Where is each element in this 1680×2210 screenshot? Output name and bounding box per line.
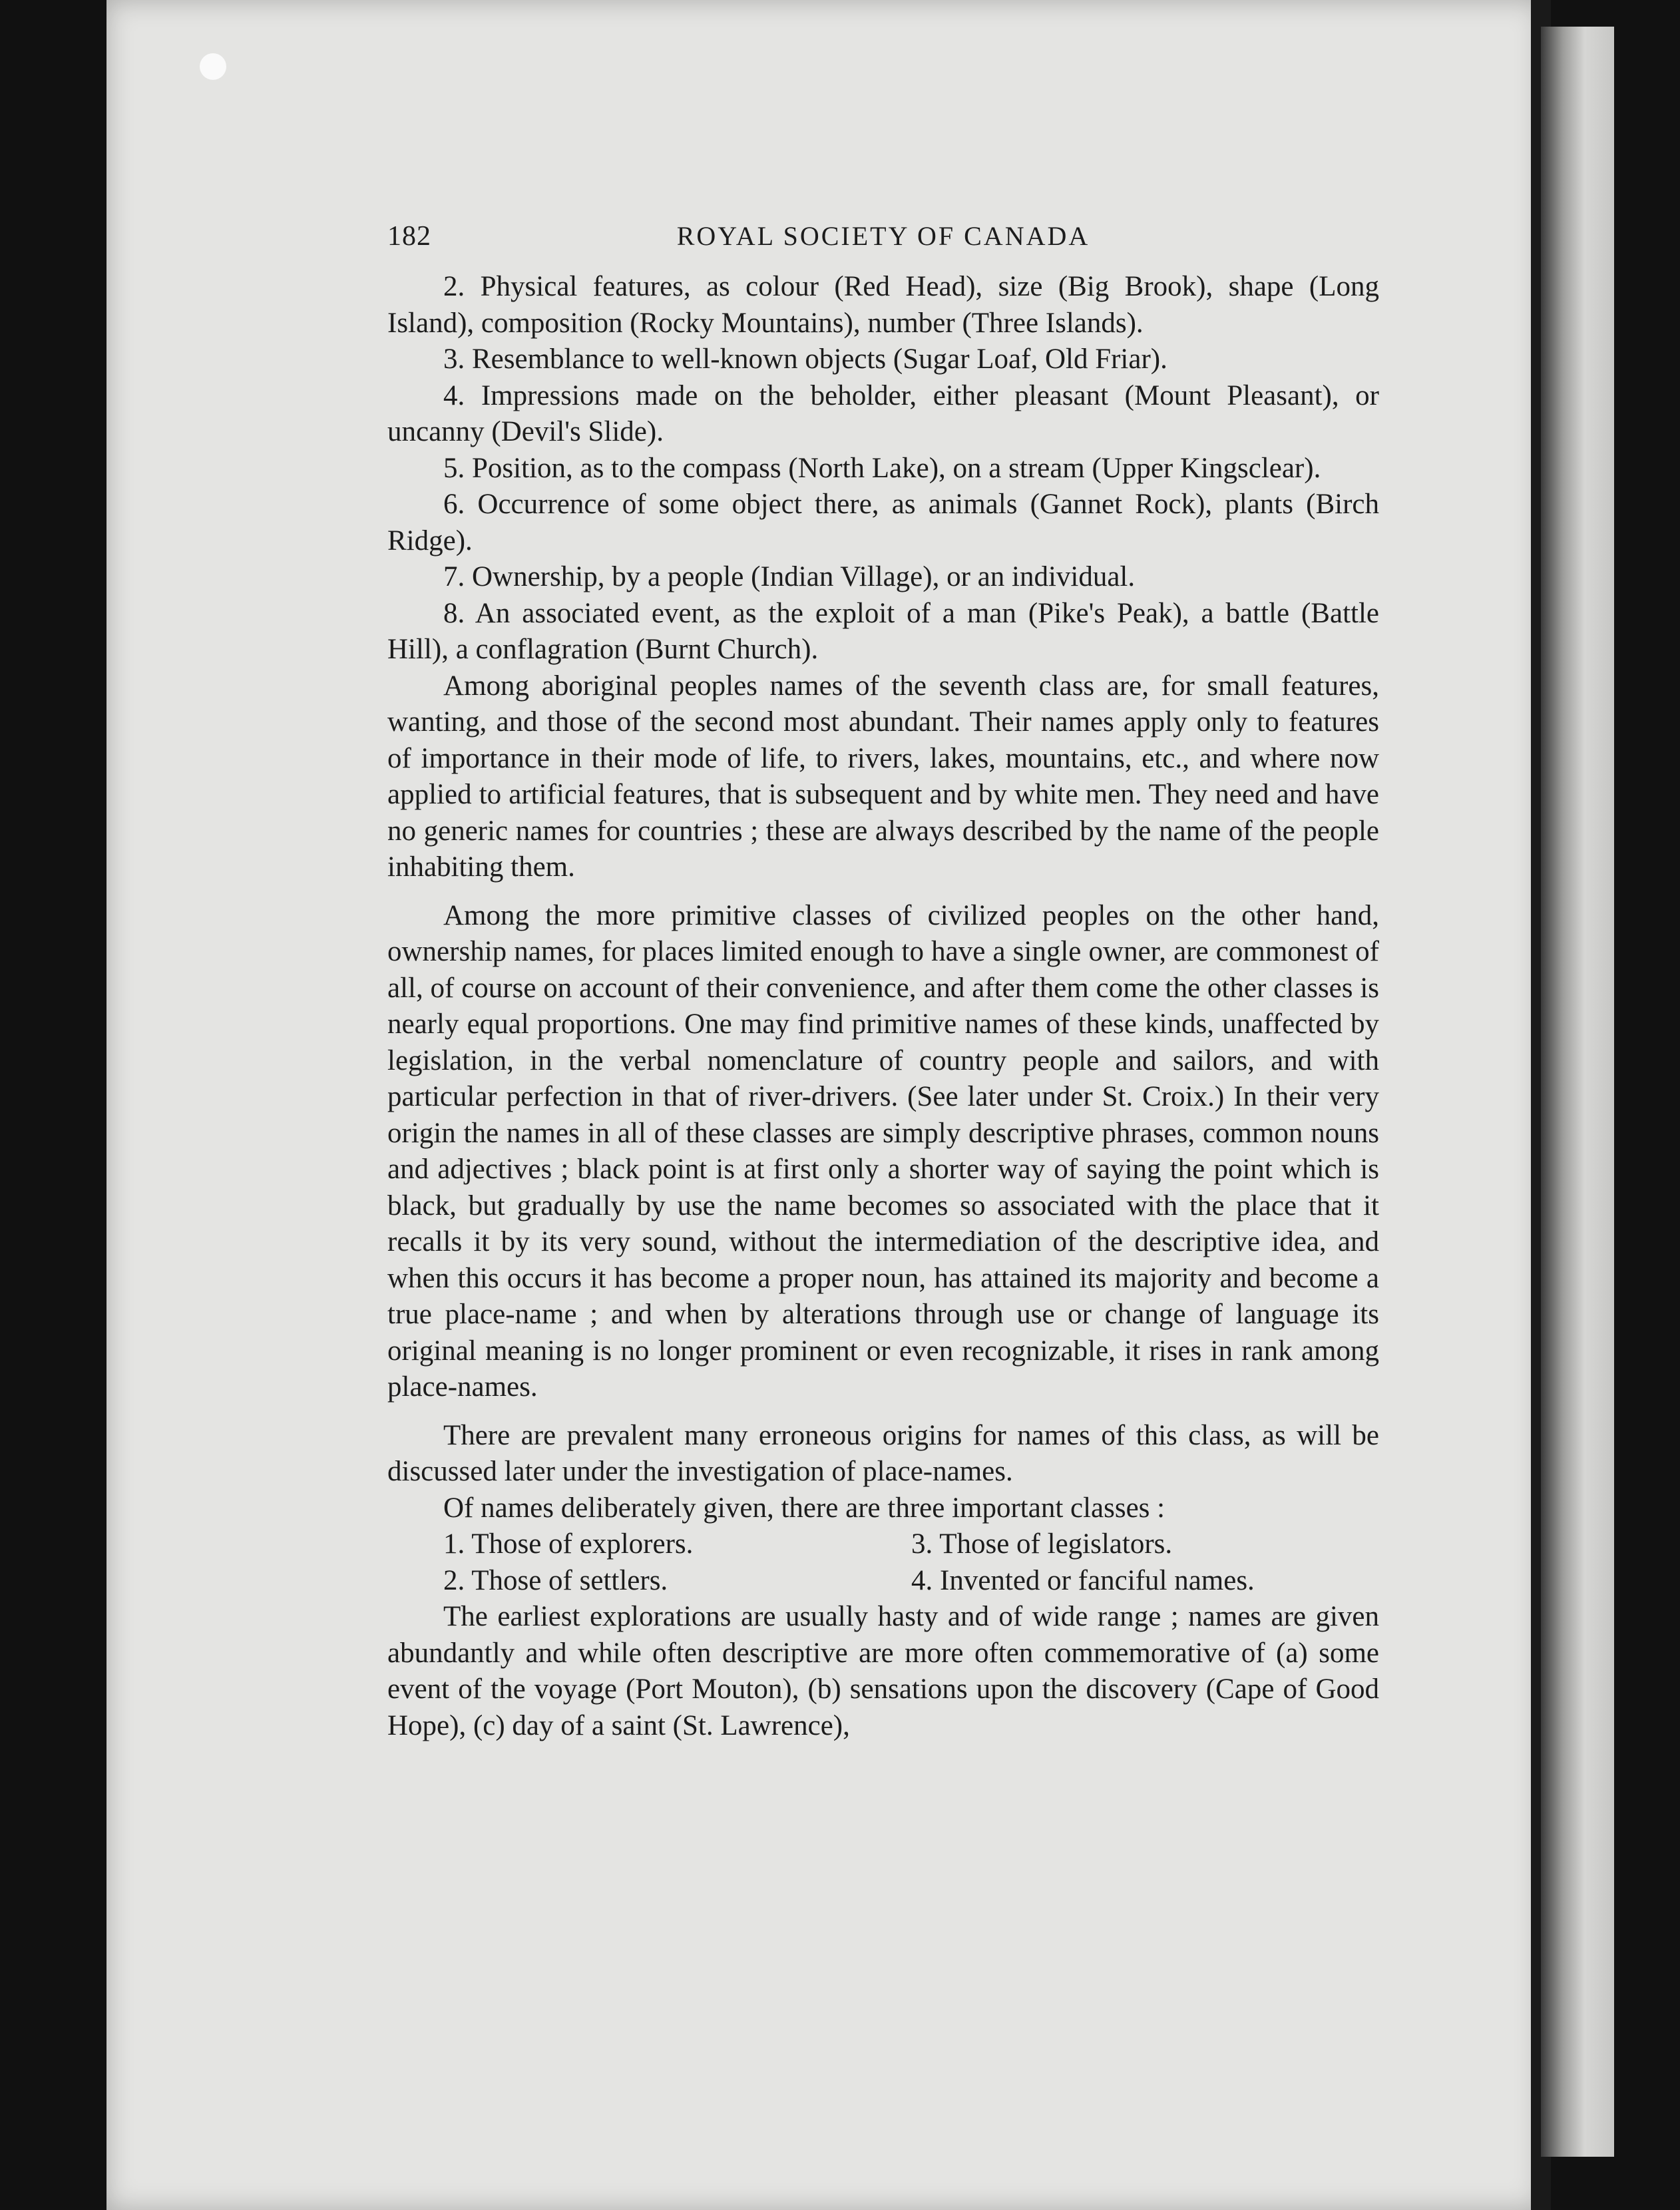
list-item: 4. Invented or fanciful names. (911, 1564, 1255, 1596)
list-item: 7. Ownership, by a people (Indian Village), or an individual. (443, 561, 1136, 592)
paragraph: The earliest explorations are usually hasty and of wide range ; names are given abundantly and while often descriptive are more often commemorative of (a) some event of the voyage (Port Mouton), (b) sensations upon the discovery (Cape of Good Hope), (c) day of a saint (St. Lawrence), (387, 1601, 1379, 1741)
list-item: 2. Physical features, as colour (Red Head), size (Big Brook), shape (Long Island), composition (Rocky Mountains), number (Three Islands). (387, 271, 1379, 339)
list-item: 1. Those of explorers. (443, 1528, 694, 1560)
list-item: 2. Those of settlers. (443, 1564, 668, 1596)
list-item: 8. An associated event, as the exploit of a man (Pike's Peak), a battle (Battle Hill), a conflagration (Burnt Church). (387, 597, 1379, 665)
classes-column-left (443, 1526, 911, 1599)
list-item: 6. Occurrence of some object there, as animals (Gannet Rock), plants (Birch Ridge). (387, 489, 1379, 556)
list-item: 3. Resemblance to well-known objects (Sugar Loaf, Old Friar). (443, 343, 1167, 375)
page-number: 182 (387, 221, 431, 252)
paragraph: Among the more primitive classes of civilized peoples on the other hand, ownership names, for places limited enough to have a single owner, are commonest of all, of course on account of their convenience, and after them come the other classes is nearly equal proportions. One may find primitive names of these kinds, unaffected by legislation, in the verbal nomenclature of country people and sailors, and with particular perfection in that of river-drivers. (See later under St. Croix.) In their very origin the names in all of these classes are simply descriptive phrases, common nouns and adjectives ; black point is at first only a shorter way of saying the point which is black, but gradually by use the name becomes so associated with the place that it recalls it by its very sound, without the intermediation of the descriptive idea, and when this occurs it has become a proper noun, has attained its majority and become a true place-name ; and when by alterations through use or change of language its original meaning is no longer prominent or even recognizable, it rises in rank among place-names. (387, 899, 1379, 1403)
next-page-edge (1541, 27, 1614, 2157)
list-item: 5. Position, as to the compass (North Lake), on a stream (Upper Kingsclear). (443, 452, 1321, 484)
paragraph: Among aboriginal peoples names of the seventh class are, for small features, wanting, and those of the second most abundant. Their names apply only to features of importance in their mode of life, to rivers, lakes, mountains, etc., and where now applied to artificial features, that is subsequent and by white men. They need and have no generic names for countries ; these are always described by the name of the people inhabiting them. (387, 670, 1379, 883)
classes-column-right (911, 1526, 1379, 1599)
classes-list (387, 1526, 1379, 1599)
page-text (387, 213, 1379, 1744)
paragraph: Of names deliberately given, there are three important classes : (443, 1492, 1165, 1524)
running-head (387, 213, 1379, 260)
running-title: ROYAL SOCIETY OF CANADA (676, 221, 1090, 251)
paper-spot (200, 53, 226, 80)
paragraph: There are prevalent many erroneous origins for names of this class, as will be discussed later under the investigation of place-names. (387, 1419, 1379, 1487)
list-item: 3. Those of legislators. (911, 1528, 1173, 1560)
list-item: 4. Impressions made on the beholder, either pleasant (Mount Pleasant), or uncanny (Devil's Slide). (387, 379, 1379, 447)
